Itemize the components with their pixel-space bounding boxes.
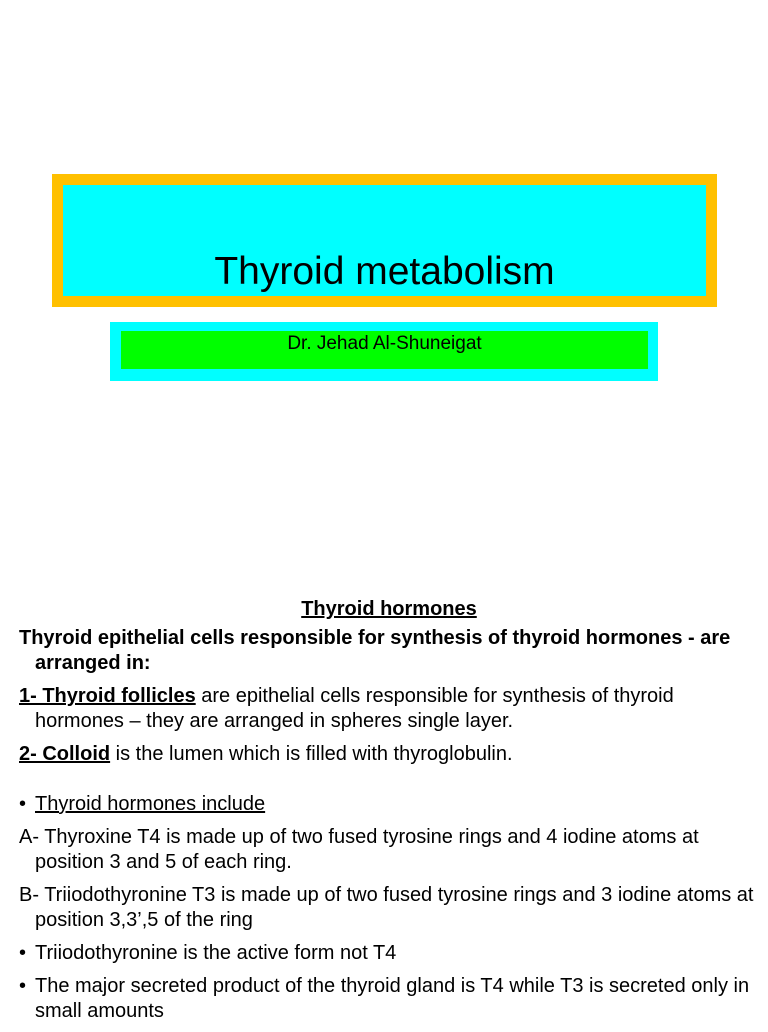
bullet-major-product-text: The major secreted product of the thyroid gland is T4 while T3 is secreted only in small amounts bbox=[35, 975, 750, 1022]
item1-label: 1- Thyroid follicles bbox=[19, 685, 196, 707]
author-name: Dr. Jehad Al-Shuneigat bbox=[287, 333, 482, 354]
slide-title: Thyroid metabolism bbox=[214, 250, 555, 293]
point-t4: A- Thyroxine T4 is made up of two fused tyrosine rings and 4 iodine atoms at position 3 and 5 of each ring. bbox=[19, 826, 699, 873]
title-box bbox=[63, 185, 706, 296]
subtitle-box bbox=[121, 331, 648, 369]
bullet-icon: • bbox=[19, 793, 27, 815]
content-slide bbox=[19, 597, 759, 1032]
intro-paragraph: Thyroid epithelial cells responsible for synthesis of thyroid hormones - are arranged in: bbox=[19, 627, 731, 674]
bullet-include-heading bbox=[19, 792, 759, 817]
point-t3: B- Triiodothyronine T3 is made up of two fused tyrosine rings and 3 iodine atoms at position 3,3’,5 of the ring bbox=[19, 884, 754, 931]
item2-label: 2- Colloid bbox=[19, 743, 111, 765]
item-thyroid-follicles bbox=[19, 684, 759, 734]
bullet-icon: • bbox=[19, 975, 27, 997]
item-colloid bbox=[19, 742, 759, 767]
section-heading: Thyroid hormones bbox=[301, 598, 477, 620]
item1-text: are epithelial cells responsible for synthesis of thyroid hormones – they are arranged in spheres single layer. bbox=[35, 685, 674, 732]
item2-text: is the lumen which is filled with thyroglobulin. bbox=[110, 743, 513, 765]
bullet-major-product bbox=[19, 974, 759, 1024]
include-heading: Thyroid hormones include bbox=[35, 793, 266, 815]
bullet-active-form bbox=[19, 941, 759, 966]
bullet-active-form-text: Triiodothyronine is the active form not T4 bbox=[35, 942, 397, 964]
bullet-icon: • bbox=[19, 942, 27, 964]
